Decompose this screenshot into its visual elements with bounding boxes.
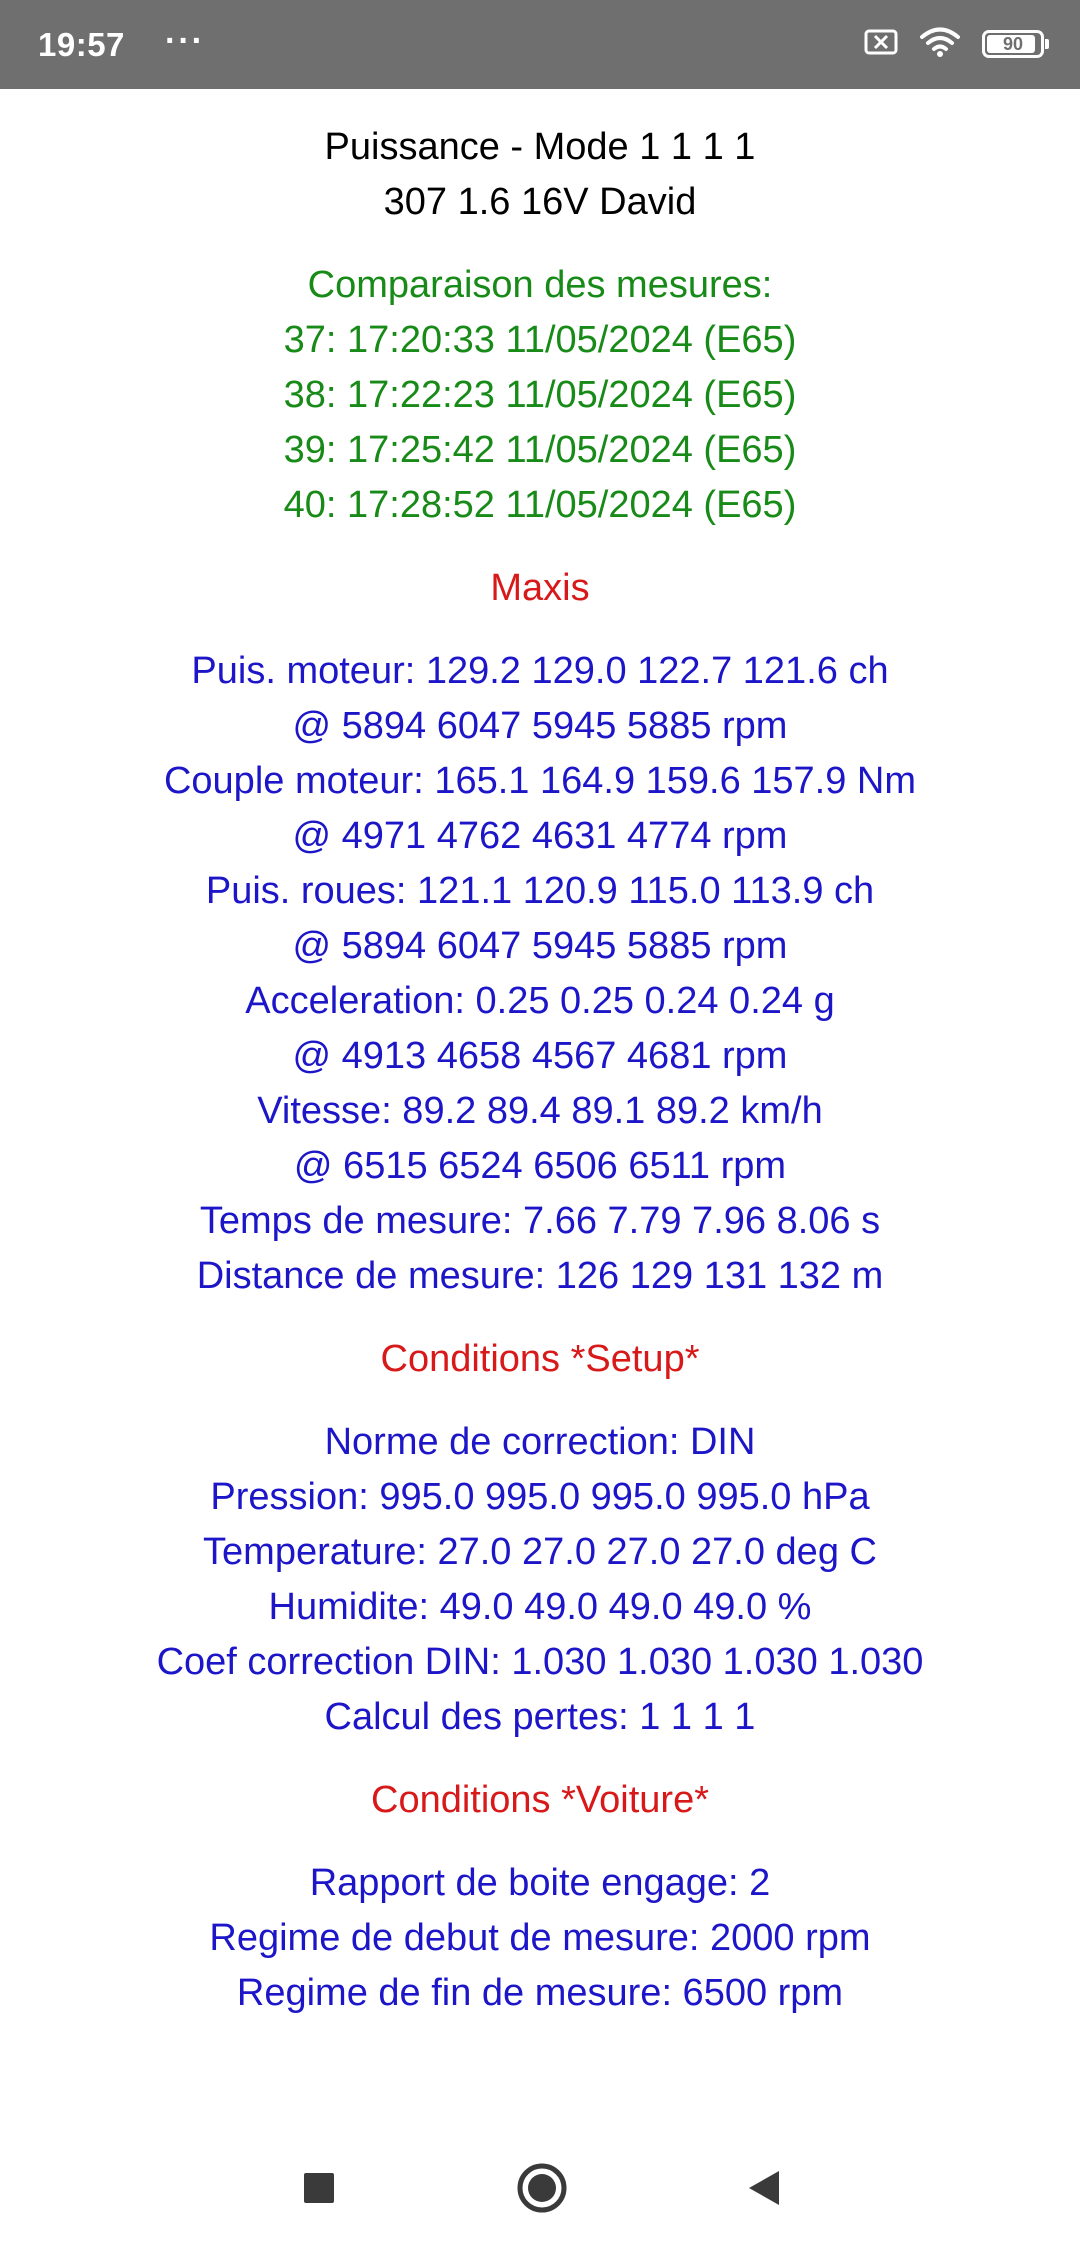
maxis-line: @ 5894 6047 5945 5885 rpm xyxy=(292,705,788,747)
setup-line: Temperature: 27.0 27.0 27.0 27.0 deg C xyxy=(203,1531,877,1573)
setup-line: Calcul des pertes: 1 1 1 1 xyxy=(324,1696,756,1738)
vehicle-name: 307 1.6 16V David xyxy=(383,181,697,223)
comparison-item: 37: 17:20:33 11/05/2024 (E65) xyxy=(283,319,797,361)
report-content xyxy=(0,89,1080,2021)
maxis-line: Temps de mesure: 7.66 7.79 7.96 8.06 s xyxy=(199,1200,881,1242)
maxis-line: Puis. roues: 121.1 120.9 115.0 113.9 ch xyxy=(205,870,875,912)
voiture-heading: Conditions *Voiture* xyxy=(371,1779,709,1821)
wifi-icon xyxy=(920,26,960,63)
maxis-line: Puis. moteur: 129.2 129.0 122.7 121.6 ch xyxy=(191,650,889,692)
recents-square-icon[interactable] xyxy=(289,2158,349,2218)
setup-line: Pression: 995.0 995.0 995.0 995.0 hPa xyxy=(210,1476,870,1518)
maxis-line: Acceleration: 0.25 0.25 0.24 0.24 g xyxy=(245,980,835,1022)
maxis-line: Distance de mesure: 126 129 131 132 m xyxy=(196,1255,884,1297)
setup-section xyxy=(0,1415,1080,1745)
voiture-line: Rapport de boite engage: 2 xyxy=(309,1862,771,1904)
more-notifications-icon: ··· xyxy=(165,22,205,60)
setup-heading: Conditions *Setup* xyxy=(380,1338,700,1380)
maxis-line: @ 6515 6524 6506 6511 rpm xyxy=(293,1145,787,1187)
status-time: 19:57 xyxy=(38,26,125,63)
back-triangle-icon[interactable] xyxy=(734,2158,794,2218)
comparison-heading: Comparaison des mesures: xyxy=(307,264,773,306)
setup-line: Norme de correction: DIN xyxy=(324,1421,756,1463)
maxis-line: @ 4971 4762 4631 4774 rpm xyxy=(292,815,788,857)
sim-disabled-icon xyxy=(864,28,898,61)
home-circle-icon[interactable] xyxy=(512,2158,572,2218)
comparison-item: 38: 17:22:23 11/05/2024 (E65) xyxy=(283,374,797,416)
status-bar xyxy=(0,0,1080,89)
voiture-section xyxy=(0,1856,1080,2021)
comparison-section xyxy=(0,258,1080,533)
navigation-bar xyxy=(0,2128,1080,2248)
voiture-line: Regime de debut de mesure: 2000 rpm xyxy=(209,1917,871,1959)
setup-line: Coef correction DIN: 1.030 1.030 1.030 1.030 xyxy=(156,1641,924,1683)
maxis-section xyxy=(0,644,1080,1304)
setup-line: Humidite: 49.0 49.0 49.0 49.0 % xyxy=(268,1586,812,1628)
battery-icon xyxy=(982,30,1044,58)
battery-level: 90 xyxy=(1002,34,1024,54)
maxis-line: @ 5894 6047 5945 5885 rpm xyxy=(292,925,788,967)
title-block xyxy=(0,120,1080,230)
maxis-line: Vitesse: 89.2 89.4 89.1 89.2 km/h xyxy=(257,1090,823,1132)
maxis-line: @ 4913 4658 4567 4681 rpm xyxy=(292,1035,788,1077)
page-title: Puissance - Mode 1 1 1 1 xyxy=(324,126,756,168)
comparison-item: 39: 17:25:42 11/05/2024 (E65) xyxy=(283,429,797,471)
maxis-heading: Maxis xyxy=(490,567,590,609)
status-icons xyxy=(864,24,1044,64)
comparison-item: 40: 17:28:52 11/05/2024 (E65) xyxy=(283,484,797,526)
voiture-line: Regime de fin de mesure: 6500 rpm xyxy=(236,1972,844,2014)
maxis-line: Couple moteur: 165.1 164.9 159.6 157.9 Nm xyxy=(163,760,917,802)
